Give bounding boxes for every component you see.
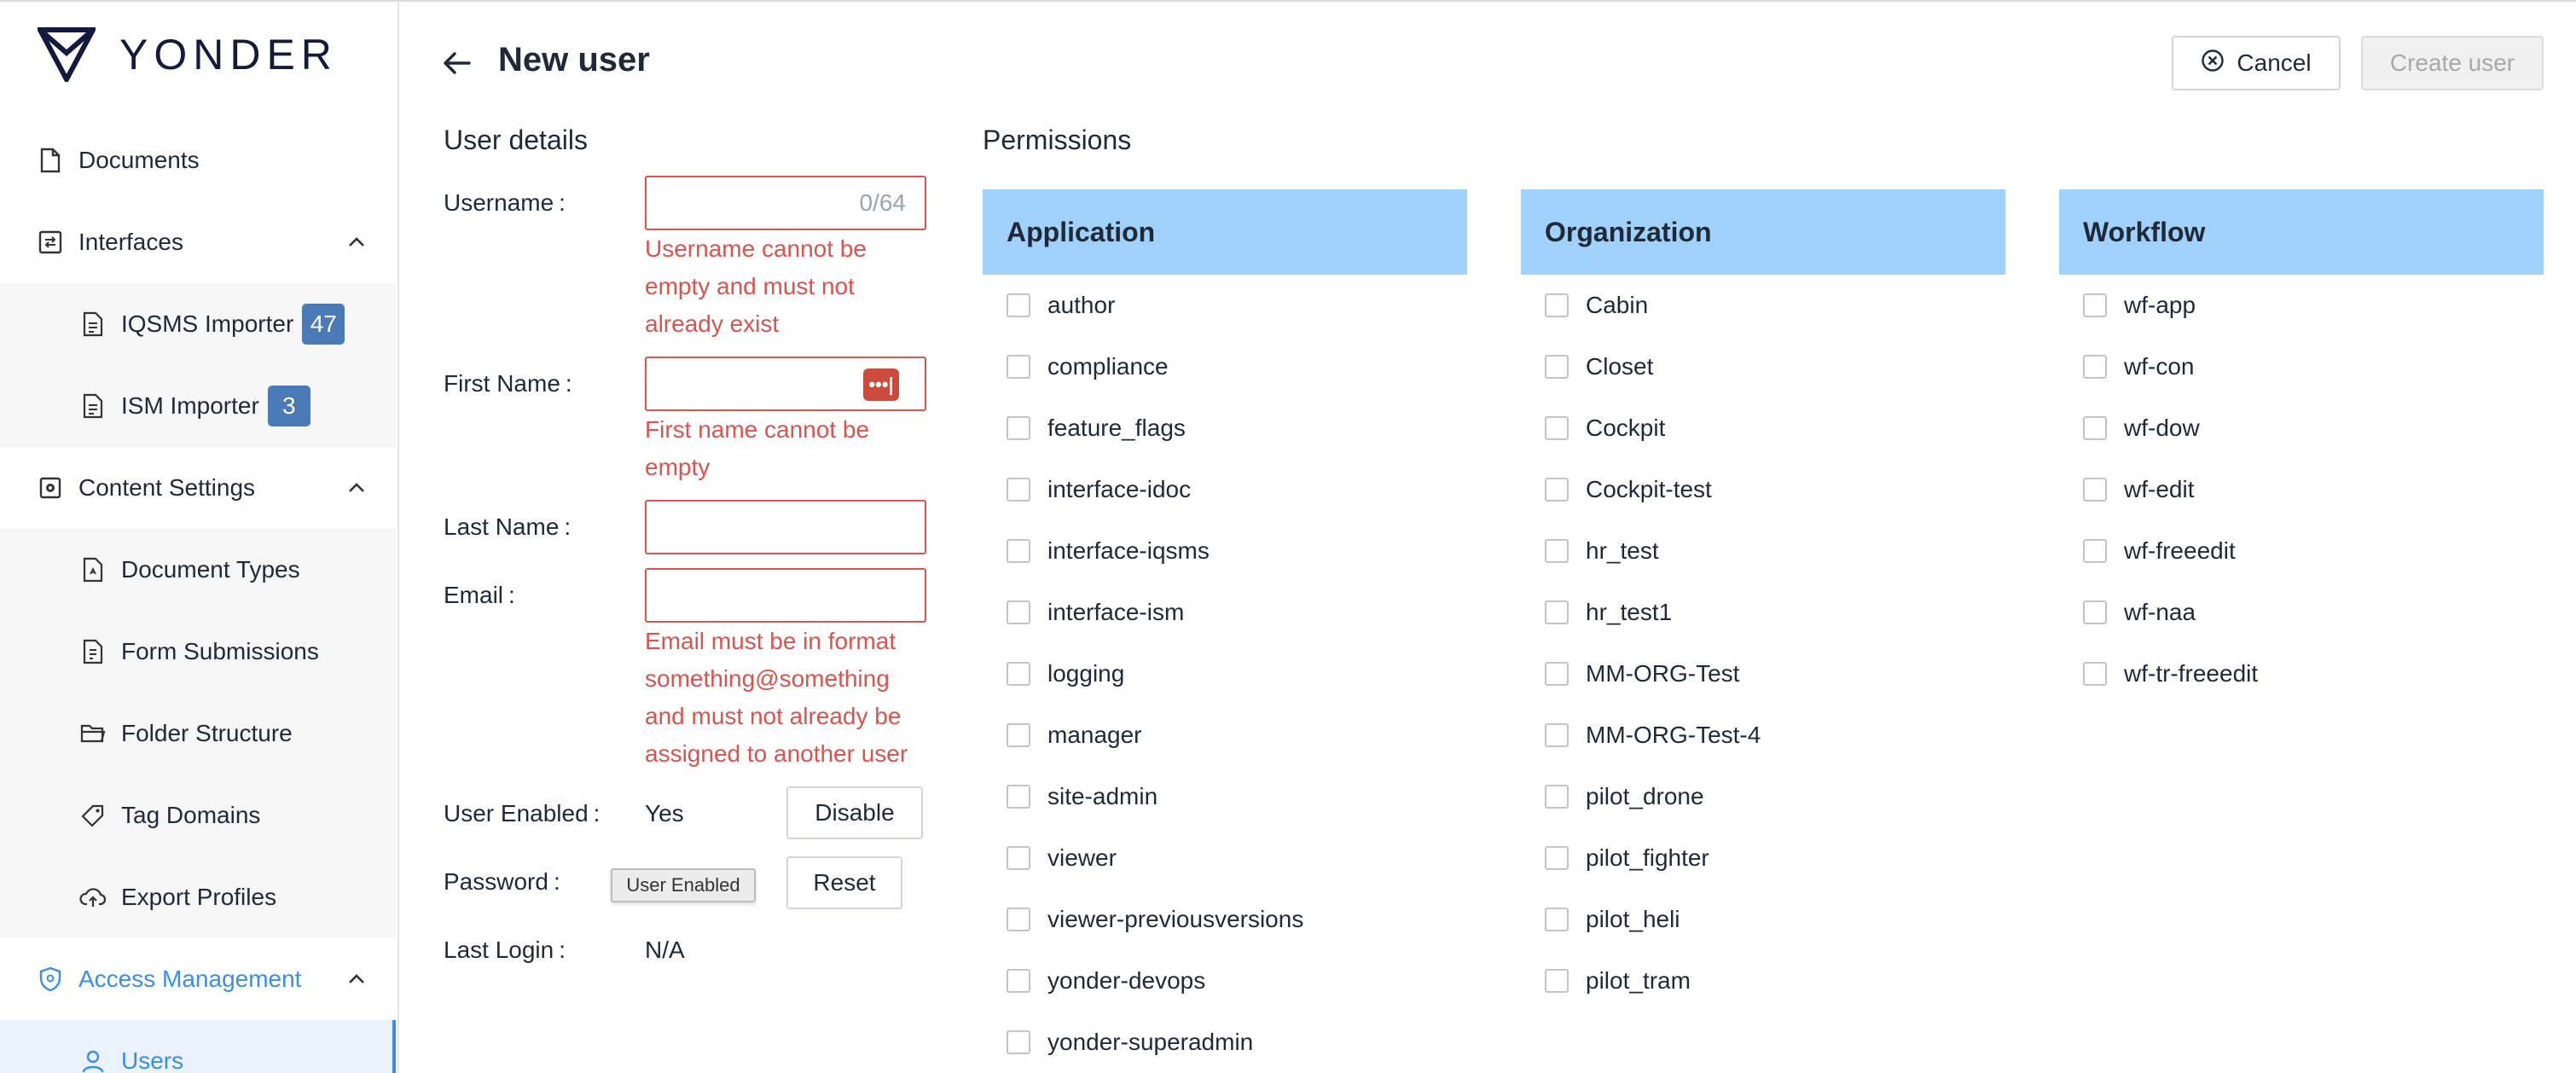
error-line: assigned to another user <box>645 740 908 767</box>
column-header: Organization <box>1521 189 2005 275</box>
checkbox[interactable] <box>1007 600 1030 624</box>
permission-label: site-admin <box>1047 783 1158 809</box>
column-header: Application <box>983 189 1467 275</box>
sidebar-item-folder-structure[interactable] <box>0 693 396 774</box>
first-name-input[interactable] <box>645 357 926 411</box>
permission-checkbox-row[interactable] <box>1545 902 1680 937</box>
permission-checkbox-row[interactable] <box>1007 841 1117 875</box>
email-error <box>645 623 952 773</box>
permission-column-workflow <box>2059 189 2544 687</box>
username-label-text: Username <box>444 189 554 216</box>
checkbox[interactable] <box>2083 355 2107 379</box>
permission-label: hr_test <box>1586 537 1659 564</box>
count-badge: 3 <box>268 386 310 426</box>
sidebar-item-label: Folder Structure <box>121 720 293 746</box>
checkbox[interactable] <box>2083 416 2107 440</box>
username-char-counter: 0/64 <box>859 189 906 216</box>
permission-checkbox-row[interactable] <box>2083 411 2200 445</box>
user-enabled-label-text: User Enabled <box>444 800 589 826</box>
checkbox[interactable] <box>2083 662 2107 686</box>
user-icon <box>78 1047 107 1073</box>
cloud-upload-icon <box>78 883 107 912</box>
permission-checkbox-row[interactable] <box>2083 288 2196 322</box>
password-label-text: Password <box>444 868 548 895</box>
permission-label: viewer-previousversions <box>1047 906 1304 932</box>
permission-label: interface-iqsms <box>1047 537 1210 564</box>
importer-icon <box>78 392 107 420</box>
permission-checkbox-row[interactable] <box>1545 350 1653 384</box>
checkbox[interactable] <box>1545 662 1569 686</box>
error-line: First name cannot be <box>645 416 870 443</box>
sidebar-item-ism-importer[interactable] <box>0 365 396 447</box>
checkbox[interactable] <box>1007 539 1030 563</box>
permission-label: yonder-devops <box>1047 967 1206 994</box>
permission-checkbox-row[interactable] <box>1007 718 1142 752</box>
permission-checkbox-row[interactable] <box>1545 964 1691 998</box>
email-label-text: Email <box>444 582 504 608</box>
permission-checkbox-row[interactable] <box>1007 657 1124 691</box>
last-login-label-text: Last Login <box>444 937 554 963</box>
permission-label: hr_test1 <box>1586 599 1673 625</box>
checkbox[interactable] <box>1545 600 1569 624</box>
error-line: Email must be in format <box>645 628 896 654</box>
permission-label: yonder-superadmin <box>1047 1029 1254 1055</box>
password-label <box>444 868 560 896</box>
interfaces-icon <box>36 228 65 257</box>
sidebar-item-access-management[interactable] <box>0 938 396 1020</box>
sidebar-item-document-types[interactable] <box>0 529 396 611</box>
reset-password-button[interactable]: Reset <box>786 856 902 909</box>
permission-label: pilot_fighter <box>1586 844 1709 871</box>
username-label <box>444 189 566 217</box>
permission-checkbox-row[interactable] <box>1007 350 1169 384</box>
sidebar-item-label <box>121 386 310 426</box>
permission-label: wf-app <box>2124 292 2196 318</box>
permission-checkbox-row[interactable] <box>2083 350 2194 384</box>
colon: : <box>553 868 560 895</box>
permission-checkbox-row[interactable] <box>1545 595 1672 629</box>
cancel-button[interactable] <box>2172 36 2341 90</box>
tag-icon <box>78 801 107 830</box>
sidebar-item-label: Form Submissions <box>121 638 319 664</box>
colon: : <box>559 937 566 963</box>
permission-label: compliance <box>1047 353 1169 380</box>
permission-checkbox-row[interactable] <box>1007 534 1210 568</box>
permission-checkbox-row[interactable] <box>1007 288 1115 322</box>
document-type-icon <box>78 555 107 584</box>
folder-icon <box>78 719 107 748</box>
error-line: Username cannot be <box>645 235 867 262</box>
brand-name: YONDER <box>119 31 338 78</box>
permission-label: MM-ORG-Test <box>1586 660 1740 687</box>
permission-label: wf-tr-freeedit <box>2124 660 2259 687</box>
error-line: empty and must not <box>645 273 855 299</box>
permission-checkbox-row[interactable] <box>1007 411 1186 445</box>
checkbox[interactable] <box>1545 723 1569 747</box>
count-badge: 47 <box>302 304 345 345</box>
permissions-heading: Permissions <box>983 125 1132 155</box>
checkbox[interactable] <box>2083 293 2107 317</box>
close-circle-icon <box>2201 49 2225 78</box>
colon: : <box>593 800 600 826</box>
permission-label: Cockpit-test <box>1586 476 1712 502</box>
checkbox[interactable] <box>2083 539 2107 563</box>
colon: : <box>559 189 566 216</box>
error-line: and must not already be <box>645 703 902 729</box>
checkbox[interactable] <box>1007 416 1030 440</box>
checkbox[interactable] <box>2083 478 2107 502</box>
chevron-up-icon[interactable] <box>345 967 368 991</box>
checkbox[interactable] <box>1545 355 1569 379</box>
error-line: already exist <box>645 310 780 337</box>
user-details-heading: User details <box>444 125 588 155</box>
permission-checkbox-row[interactable] <box>1007 595 1184 629</box>
permission-column-organization <box>1521 189 2005 994</box>
permission-checkbox-row[interactable] <box>1007 780 1157 814</box>
sidebar-item-label: Users <box>121 1047 184 1073</box>
permission-label: viewer <box>1047 844 1117 871</box>
sidebar-item-interfaces[interactable] <box>0 201 396 283</box>
shield-icon <box>36 965 65 994</box>
sidebar-item-label <box>121 304 345 345</box>
checkbox[interactable] <box>1007 355 1030 379</box>
sidebar-item-label: Document Types <box>121 556 300 583</box>
sidebar <box>0 2 399 1073</box>
permission-label: interface-ism <box>1047 599 1185 625</box>
permission-label: logging <box>1047 660 1125 687</box>
sidebar-item-documents[interactable] <box>0 119 396 201</box>
sidebar-item-label: Documents <box>78 147 200 173</box>
checkbox[interactable] <box>1545 539 1569 563</box>
sidebar-item-iqsms-importer[interactable] <box>0 283 396 365</box>
checkbox[interactable] <box>1007 908 1030 931</box>
checkbox[interactable] <box>1545 478 1569 502</box>
permission-label: pilot_drone <box>1586 783 1704 809</box>
checkbox[interactable] <box>1545 785 1569 809</box>
permission-checkbox-row[interactable] <box>1007 1025 1253 1059</box>
sidebar-item-label: Interfaces <box>78 229 183 255</box>
permission-checkbox-row[interactable] <box>2083 473 2194 507</box>
checkbox[interactable] <box>1545 846 1569 870</box>
checkbox[interactable] <box>1545 969 1569 993</box>
error-line: something@something <box>645 665 890 692</box>
permission-label: Cabin <box>1586 292 1649 318</box>
last-login-label <box>444 937 566 964</box>
permission-label: feature_flags <box>1047 415 1186 441</box>
form-icon <box>78 637 107 666</box>
permission-label: interface-idoc <box>1047 476 1192 502</box>
chevron-up-icon[interactable] <box>345 230 368 254</box>
label-text: IQSMS Importer <box>121 310 294 337</box>
sidebar-item-users[interactable] <box>0 1020 396 1073</box>
permission-checkbox-row[interactable] <box>2083 534 2236 568</box>
document-icon <box>36 146 65 175</box>
page-title: New user <box>498 41 650 78</box>
last-name-label-text: Last Name <box>444 513 560 540</box>
permission-label: wf-dow <box>2124 415 2200 441</box>
permission-column-application <box>983 189 1467 1055</box>
error-line: empty <box>645 454 711 480</box>
permission-label: wf-con <box>2124 353 2195 380</box>
first-name-label-text: First Name <box>444 370 560 397</box>
checkbox[interactable] <box>1545 416 1569 440</box>
importer-icon <box>78 310 107 339</box>
sidebar-item-label: Export Profiles <box>121 884 277 910</box>
permission-checkbox-row[interactable] <box>2083 595 2196 629</box>
permission-checkbox-row[interactable] <box>1545 718 1761 752</box>
checkbox[interactable] <box>1007 846 1030 870</box>
first-name-label <box>444 370 572 397</box>
checkbox[interactable] <box>1007 723 1030 747</box>
permission-label: wf-edit <box>2124 476 2195 502</box>
checkbox[interactable] <box>1007 478 1030 502</box>
back-arrow-icon[interactable] <box>438 44 476 82</box>
permission-checkbox-row[interactable] <box>1545 841 1709 875</box>
permission-label: author <box>1047 292 1116 318</box>
sidebar-item-label: Access Management <box>78 966 302 992</box>
checkbox[interactable] <box>1007 293 1030 317</box>
checkbox[interactable] <box>1007 1030 1030 1054</box>
colon: : <box>564 513 571 540</box>
email-label <box>444 582 515 609</box>
disable-button[interactable]: Disable <box>786 786 923 839</box>
permission-label: wf-naa <box>2124 599 2196 625</box>
username-error <box>645 230 952 343</box>
permission-checkbox-row[interactable] <box>2083 657 2258 691</box>
permission-checkbox-row[interactable] <box>1007 473 1191 507</box>
sidebar-item-export-profiles[interactable] <box>0 856 396 938</box>
permission-label: pilot_heli <box>1586 906 1680 932</box>
user-enabled-value: Yes <box>645 800 684 826</box>
permission-checkbox-row[interactable] <box>1545 288 1648 322</box>
checkbox[interactable] <box>1007 662 1030 686</box>
brand-logo[interactable] <box>38 27 338 82</box>
last-name-label <box>444 513 571 541</box>
checkbox[interactable] <box>1007 969 1030 993</box>
checkbox[interactable] <box>1545 908 1569 931</box>
username-input[interactable] <box>645 176 926 230</box>
sidebar-item-label: Tag Domains <box>121 802 261 828</box>
cancel-label: Cancel <box>2237 49 2312 76</box>
permission-checkbox-row[interactable] <box>1007 964 1205 998</box>
checkbox[interactable] <box>1007 785 1030 809</box>
yonder-logo-icon <box>38 27 96 82</box>
sidebar-item-tag-domains[interactable] <box>0 774 396 856</box>
email-input[interactable] <box>645 568 926 623</box>
permission-label: MM-ORG-Test-4 <box>1586 722 1761 748</box>
colon: : <box>508 582 515 608</box>
permission-checkbox-row[interactable] <box>1007 902 1303 937</box>
last-login-value: N/A <box>645 937 685 963</box>
permission-label: wf-freeedit <box>2124 537 2236 564</box>
last-name-input[interactable] <box>645 500 926 554</box>
permission-checkbox-row[interactable] <box>1545 534 1659 568</box>
colon: : <box>565 370 572 397</box>
checkbox[interactable] <box>2083 600 2107 624</box>
checkbox[interactable] <box>1545 293 1569 317</box>
permission-checkbox-row[interactable] <box>1545 473 1712 507</box>
settings-icon <box>36 473 65 502</box>
sidebar-item-label: Content Settings <box>78 474 256 501</box>
permission-label: pilot_tram <box>1586 967 1691 994</box>
permission-checkbox-row[interactable] <box>1545 657 1739 691</box>
password-manager-icon[interactable]: •••| <box>863 368 899 401</box>
column-header: Workflow <box>2059 189 2544 275</box>
permission-label: manager <box>1047 722 1142 748</box>
user-enabled-label <box>444 800 600 827</box>
permission-label: Cockpit <box>1586 415 1666 441</box>
permission-checkbox-row[interactable] <box>1545 780 1704 814</box>
sidebar-item-form-submissions[interactable] <box>0 611 396 693</box>
permission-label: Closet <box>1586 353 1654 380</box>
sidebar-item-content-settings[interactable] <box>0 447 396 529</box>
label-text: ISM Importer <box>121 392 259 419</box>
tooltip: User Enabled <box>611 868 756 902</box>
create-user-button[interactable]: Create user <box>2361 36 2544 90</box>
permission-checkbox-row[interactable] <box>1545 411 1665 445</box>
first-name-error <box>645 411 952 486</box>
chevron-up-icon[interactable] <box>345 476 368 500</box>
